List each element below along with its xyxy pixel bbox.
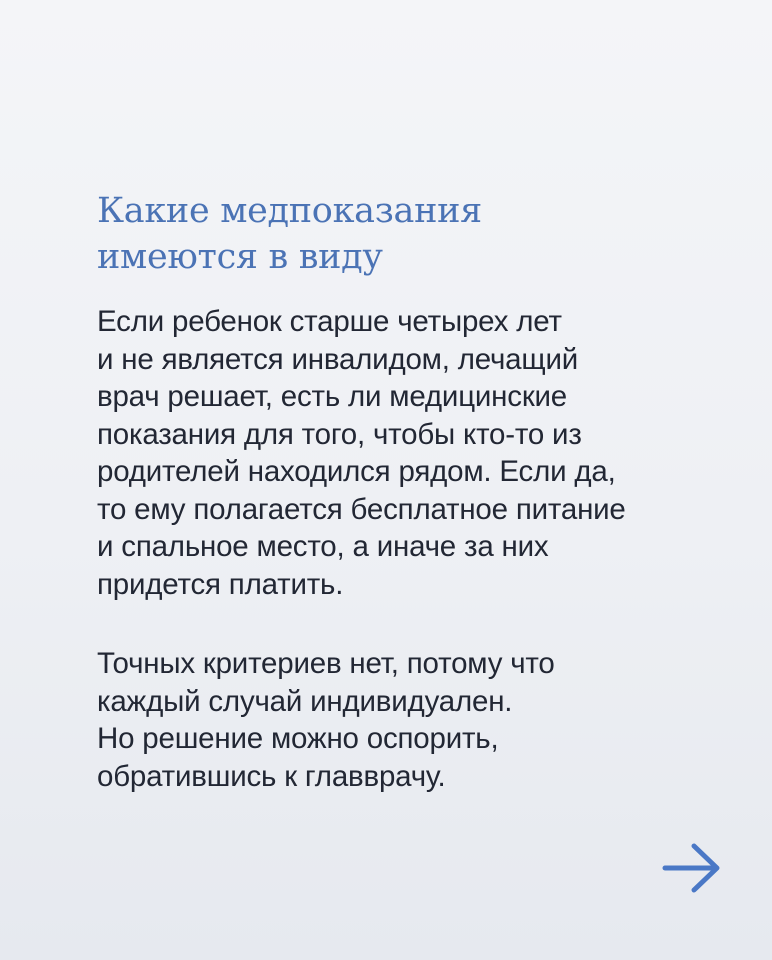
heading-line: Какие медпоказания bbox=[97, 191, 482, 231]
paragraph-line: обратившись к главврачу. bbox=[97, 759, 446, 793]
paragraph-line: показания для того, чтобы кто-то из bbox=[97, 417, 582, 451]
heading bbox=[97, 188, 697, 280]
arrow-right-icon bbox=[661, 840, 723, 896]
paragraph-line: Точных критериев нет, потому что bbox=[97, 647, 555, 680]
paragraph-line: родителей находился рядом. Если да, bbox=[97, 455, 616, 488]
paragraph-line: и не является инвалидом, лечащий bbox=[97, 342, 578, 376]
paragraph-line: каждый случай индивидуален. bbox=[97, 684, 513, 718]
paragraph-line: Если ребенок старше четырех лет bbox=[97, 305, 562, 338]
paragraph-line: то ему полагается бесплатное питание bbox=[97, 492, 626, 526]
paragraph-line: врач решает, есть ли медицинские bbox=[97, 380, 568, 413]
paragraph-line: и спальное место, а иначе за них bbox=[97, 530, 549, 563]
next-slide-button[interactable] bbox=[661, 840, 723, 896]
paragraph-1 bbox=[97, 303, 737, 603]
paragraph-2 bbox=[97, 645, 737, 795]
heading-line: имеются в виду bbox=[97, 237, 383, 277]
paragraph-line: придется платить. bbox=[97, 567, 344, 601]
paragraph-line: Но решение можно оспорить, bbox=[97, 722, 499, 755]
